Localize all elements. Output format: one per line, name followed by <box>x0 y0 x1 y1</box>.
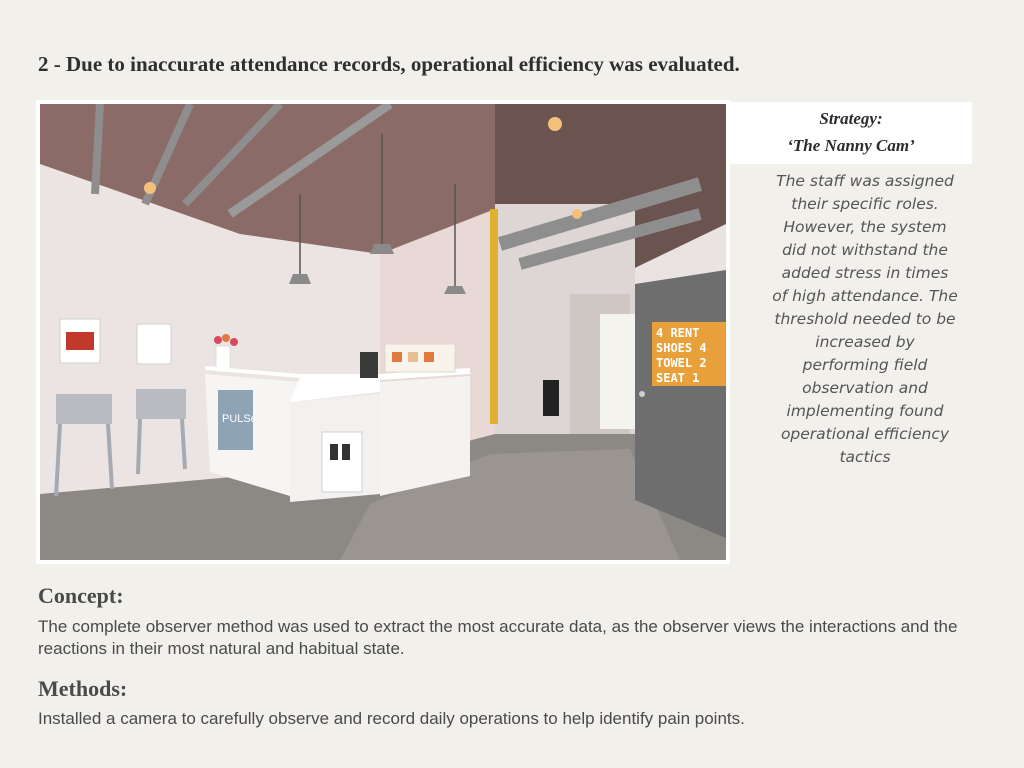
methods-text: Installed a camera to carefully observe and record daily operations to help identify pain points. <box>38 709 745 728</box>
strategy-label: Strategy: <box>819 109 883 128</box>
concept-heading: Concept: <box>38 583 124 608</box>
studio-photo <box>36 100 730 564</box>
slide-title: 2 - Due to inaccurate attendance records, operational efficiency was evaluated. <box>38 52 740 76</box>
strategy-name: ‘The Nanny Cam’ <box>787 136 915 155</box>
studio-lobby-image <box>40 104 726 560</box>
door-sign-line-2: SHOES 4 <box>656 341 707 355</box>
concept-text: The complete observer method was used to extract the most accurate data, as the observer views the interactions and the reactions in their most natural and habitual state. <box>38 617 958 658</box>
strategy-label-box <box>730 102 972 164</box>
methods-heading: Methods: <box>38 676 128 701</box>
door-sign-line-4: SEAT 1 <box>656 371 700 385</box>
door-sign-line-1: 4 RENT <box>656 326 700 340</box>
strategy-description: The staff was assigned their specific roles. However, the system did not withstand the added stress in times of high attendance. The threshold needed to be increased by performing field observation and implementing found operational efficiency tactics <box>772 172 958 466</box>
desk-logo-text: PULSe <box>222 413 257 425</box>
door-sign-line-3: TOWEL 2 <box>656 356 707 370</box>
